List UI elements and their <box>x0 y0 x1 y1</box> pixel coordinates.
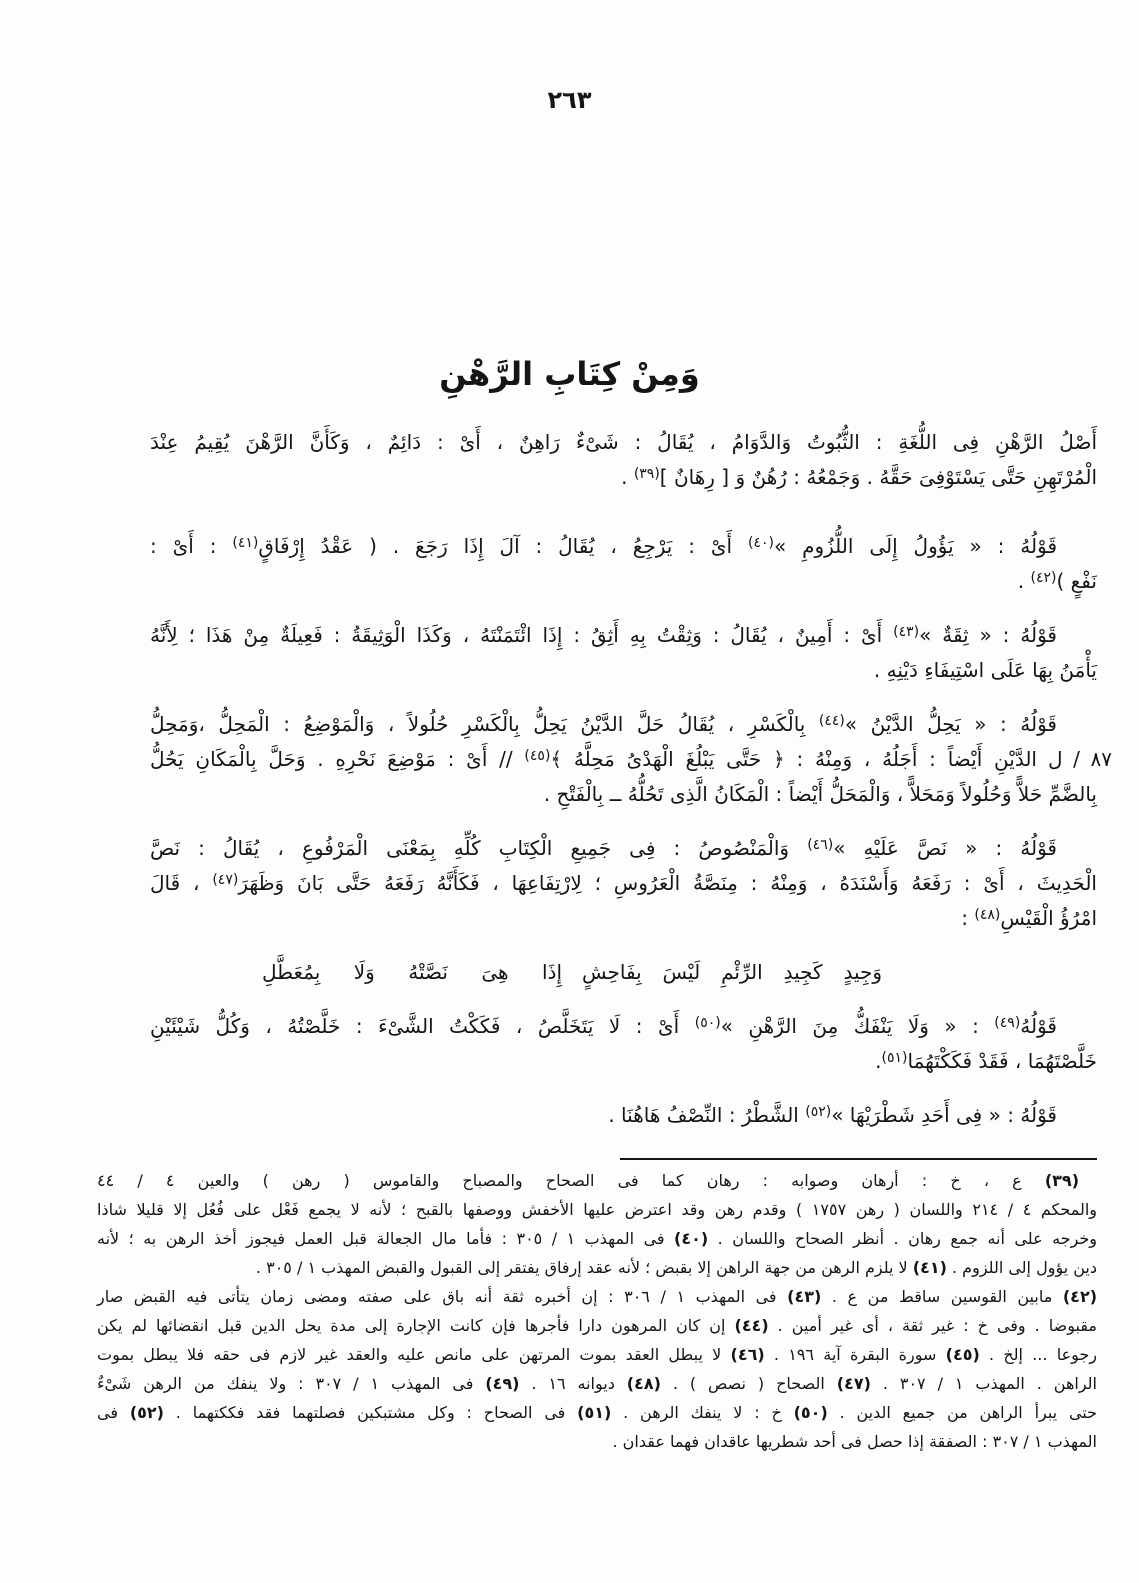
body-line: نَفْعٍ )$^{(٤٢)}$ . <box>1017 569 1097 593</box>
body-line: الْحَدِيثَ ، أَىْ : رَفَعَهُ وَأَسْنَدَهُ ، وَمِنْهُ : مِنَصَّةُ الْعَرُوسِ ؛ لِارْتِفَاعِهَا ، فَكَأَنَّهُ رَفَعَهُ حَتَّى بَانَ وَظَهَرَ$^{(٤٧)}$ ، قَالَ <box>150 871 1097 895</box>
footnote-number: (٤٧) <box>836 1374 871 1393</box>
footnotes <box>97 1166 1097 1456</box>
footnote-line: الراهن . المهذب ١ / ٣٠٧ . (٤٧) الصحاح ( نصص ) . (٤٨) ديوانه ١٦ . (٤٩) فى المهذب ١ / ٣٠٧ : ولا ينفك من الرهن شَىْءٌ <box>97 1374 1097 1393</box>
poetry-verse <box>150 955 1097 990</box>
footnote-number: (٥٠) <box>793 1403 828 1422</box>
main-text <box>150 425 1112 1133</box>
body-line: بِالضَّمِّ حَلاًّ وَحُلُولاً وَمَحَلاًّ ، وَالْمَحَلُّ أَيْضاً : الْمَكَانُ الَّذِى تَحُلُّهُ ــ بِالْفَتْحِ . <box>543 782 1097 806</box>
footnote-ref: (٥٠) <box>694 1014 721 1031</box>
footnote-ref: (٥٢) <box>805 1103 832 1120</box>
paragraph <box>150 831 1097 936</box>
footnote-ref: (٤٠) <box>747 534 774 551</box>
footnote-line: وخرجه على أنه جمع رهان . أنظر الصحاح واللسان . (٤٠) فى المهذب ١ / ٣٠٥ : فأما مال الجعالة قبل العمل فيجوز أخذ الرهن به ؛ لأنه <box>97 1229 1098 1248</box>
footnote-ref: (٥١) <box>881 1049 908 1066</box>
footnote-number: (٤٨) <box>626 1374 661 1393</box>
footnote-line: المهذب ١ / ٣٠٧ : الصفقة إذا حصل فى أحد شطريها عاقدان فهما عقدان . <box>612 1432 1097 1451</box>
paragraph <box>150 1098 1097 1133</box>
body-line-with-margin-note <box>150 742 1112 777</box>
body-line: قَوْلُهُ$^{(٤٩)}$ : « وَلَا يَنْفَكُّ مِنَ الرَّهْنِ »$^{(٥٠)}$ أَىْ : لَا يَتَخَلَّصُ ، فَكَكْتُ الشَّىْءَ : خَلَّصْتُهُ ، وَكُلُّ شَيْئَيْنِ <box>150 1014 1057 1038</box>
paragraph <box>150 425 1097 495</box>
verse-hemistich-first: وَجِيدٍ كَجِيدِ الرِّئْمِ لَيْسَ بِفَاحِشٍ <box>582 960 882 984</box>
footnote-number: (٤٢) <box>1062 1287 1098 1306</box>
footnote-number: (٥٢) <box>129 1403 164 1422</box>
body-line: يَأْمَنُ بِهَا عَلَى اسْتِيفَاءِ دَيْنِهِ . <box>873 658 1097 682</box>
footnote-number: (٤٩) <box>485 1374 520 1393</box>
footnote-line: (٣٩) ع ، خ : أرهان وصوابه : رهان كما فى الصحاح والمصباح والقاموس ( رهن ) والعين ٤ / ٤٤ <box>97 1171 1079 1190</box>
footnote-line: حتى يبرأ الراهن من جميع الدين . (٥٠) خ : لا ينفك الرهن . (٥١) فى الصحاح : وكل مشتبكين فصلتهما فقد فككتهما . (٥٢) فى <box>97 1403 1097 1422</box>
body-line: خَلَّصْتَهُمَا ، فَقَدْ فَكَكْتَهُمَا$^{(٥١)}$. <box>875 1049 1097 1073</box>
footnote-number: (٤٣) <box>787 1287 822 1306</box>
paragraph <box>150 529 1097 599</box>
body-line: الْمُرْتَهِنِ حَتَّى يَسْتَوْفِىَ حَقَّهُ . وَجَمْعُهُ : رُهُنٌ وَ [ رِهَانٌ ]$^{(٣٩)}$ . <box>621 465 1097 489</box>
footnote-ref: (٤٥) <box>524 747 551 764</box>
page-number: ٢٦٣ <box>547 86 592 114</box>
margin-folio-note: ل / ٨٧ <box>1048 747 1112 771</box>
footnote-ref: (٣٩) <box>633 465 660 482</box>
footnote-separator <box>620 1158 1097 1160</box>
body-line: قَوْلُهُ : « فِى أَحَدِ شَطْرَيْهَا »$^{(٥٢)}$ الشَّطْرُ : النِّصْفُ هَاهُنَا . <box>608 1103 1057 1127</box>
footnote-line: (٤٢) مابين القوسين ساقط من ع . (٤٣) فى المهذب ١ / ٣٠٦ : إن أخبره ثقة أنه باق على صفته ومضى زمان يتأتى فيه القبض صار <box>97 1287 1098 1306</box>
footnote-ref: (٤٣) <box>893 623 920 640</box>
footnote-ref: (٤٧) <box>212 871 239 888</box>
footnote-ref: (٤٨) <box>974 906 1001 923</box>
footnote-number: (٣٩) <box>1044 1171 1079 1190</box>
footnote-number: (٤٤) <box>734 1316 769 1335</box>
chapter-title: وَمِنْ كِتَابِ الرَّهْنِ <box>439 355 700 393</box>
body-line: أَصْلُ الرَّهْنِ فِى اللُّغَةِ : الثُّبُوتُ وَالدَّوَامُ ، يُقَالُ : شَىْءٌ رَاهِنٌ ، أَىْ : دَائِمٌ ، وَكَأَنَّ الرَّهْنَ يُقِيمُ عِنْدَ <box>150 430 1097 454</box>
paragraph <box>150 707 1112 812</box>
footnote-number: (٤٥) <box>945 1345 980 1364</box>
footnote-line: دين يؤول إلى اللزوم . (٤١) لا يلزم الرهن من جهة الراهن إلا بقبض ؛ لأنه عقد إرفاق يفتقر إلى القبول والقبض المهذب ١ / ٣٠٥ . <box>255 1258 1097 1277</box>
body-line: قَوْلُهُ : « يَؤُولُ إِلَى اللُّزُومِ »$^{(٤٠)}$ أَىْ : يَرْجِعُ ، يُقَالُ : آلَ إِذَا رَجَعَ . ( عَقْدُ إِرْفَاقٍ$^{(٤١)}$ : أَىْ : <box>150 534 1058 558</box>
footnote-number: (٤٦) <box>730 1345 765 1364</box>
body-line: امْرُؤُ الْقَيْسِ$^{(٤٨)}$ : <box>961 906 1097 930</box>
footnote-ref: (٤٦) <box>807 836 834 853</box>
body-line: قَوْلُهُ : « ثِقَةٌ »$^{(٤٣)}$ أَىْ : أَمِينٌ ، يُقَالُ : وَثِقْتُ بِهِ أَثِقُ : إِذَا ائْتَمَنْتَهُ ، وَكَذَا الْوَثِيقَةُ : فَعِيلَةٌ مِنْ هَذَا ؛ لِأَنَّهُ <box>150 623 1057 647</box>
body-line: قَوْلُهُ : « يَحِلُّ الدَّيْنُ »$^{(٤٤)}$ بِالْكَسْرِ ، يُقَالُ حَلَّ الدَّيْنُ يَحِلُّ بِالْكَسْرِ حُلُولاً ، وَالْمَوْضِعُ : الْمَحِلُّ ،وَمَحِلُّ <box>150 712 1057 736</box>
paragraph <box>150 1009 1097 1079</box>
body-line-text: الدَّيْنِ أَيْضاً : أَجَلُهُ ، وَمِنْهُ : ﴿ حَتَّى يَبْلُغَ الْهَدْىُ مَحِلَّهُ ﴾$^{(٤٥)}$ // أَىْ : مَوْضِعَ نَحْرِهِ . وَحَلَّ بِالْمَكَانِ يَحُلُّ <box>150 747 1037 771</box>
footnote-ref: (٤٩) <box>994 1014 1021 1031</box>
footnote-number: (٤١) <box>912 1258 947 1277</box>
footnote-line: رجوعا ... إلخ . (٤٥) سورة البقرة آية ١٩٦ . (٤٦) لا يبطل العقد بموت المرتهن على مانص عليه والعقد غير لازم فى حقه فلا يبطل بموت <box>97 1345 1098 1364</box>
verse-hemistich-second: إِذَا هِىَ نَصَّتْهُ وَلَا بِمُعَطَّلِ <box>262 960 562 984</box>
footnote-number: (٤٠) <box>674 1229 709 1248</box>
footnote-line: مقبوضا . وفى خ : غير ثقة ، أى غير أمين . (٤٤) إن كان المرهون دارا فأجرها فإن كانت الإجارة إلى مدة يحل الدين قبل انقضائها لم يكن <box>97 1316 1097 1335</box>
footnote-ref: (٤٤) <box>818 712 845 729</box>
footnote-number: (٥١) <box>577 1403 612 1422</box>
body-line: قَوْلُهُ : « نَصَّ عَلَيْهِ »$^{(٤٦)}$ وَالْمَنْصُوصُ : فِى جَمِيعِ الْكِتَابِ كُلِّهِ بِمَعْنَى الْمَرْفُوعِ ، يُقَالُ : نَصَّ <box>150 836 1057 860</box>
footnote-line: والمحكم ٤ / ٢١٤ واللسان ( رهن ١٧٥٧ ) وقدم رهن وقد اعترض عليها الأخفش ووصفها بالقبح ؛ لأنه لا يجمع فَعْل على فُعُل إلا قليلا شاذا <box>97 1200 1098 1219</box>
footnote-ref: (٤١) <box>232 534 259 551</box>
footnote-ref: (٤٢) <box>1030 569 1057 586</box>
paragraph <box>150 618 1097 688</box>
